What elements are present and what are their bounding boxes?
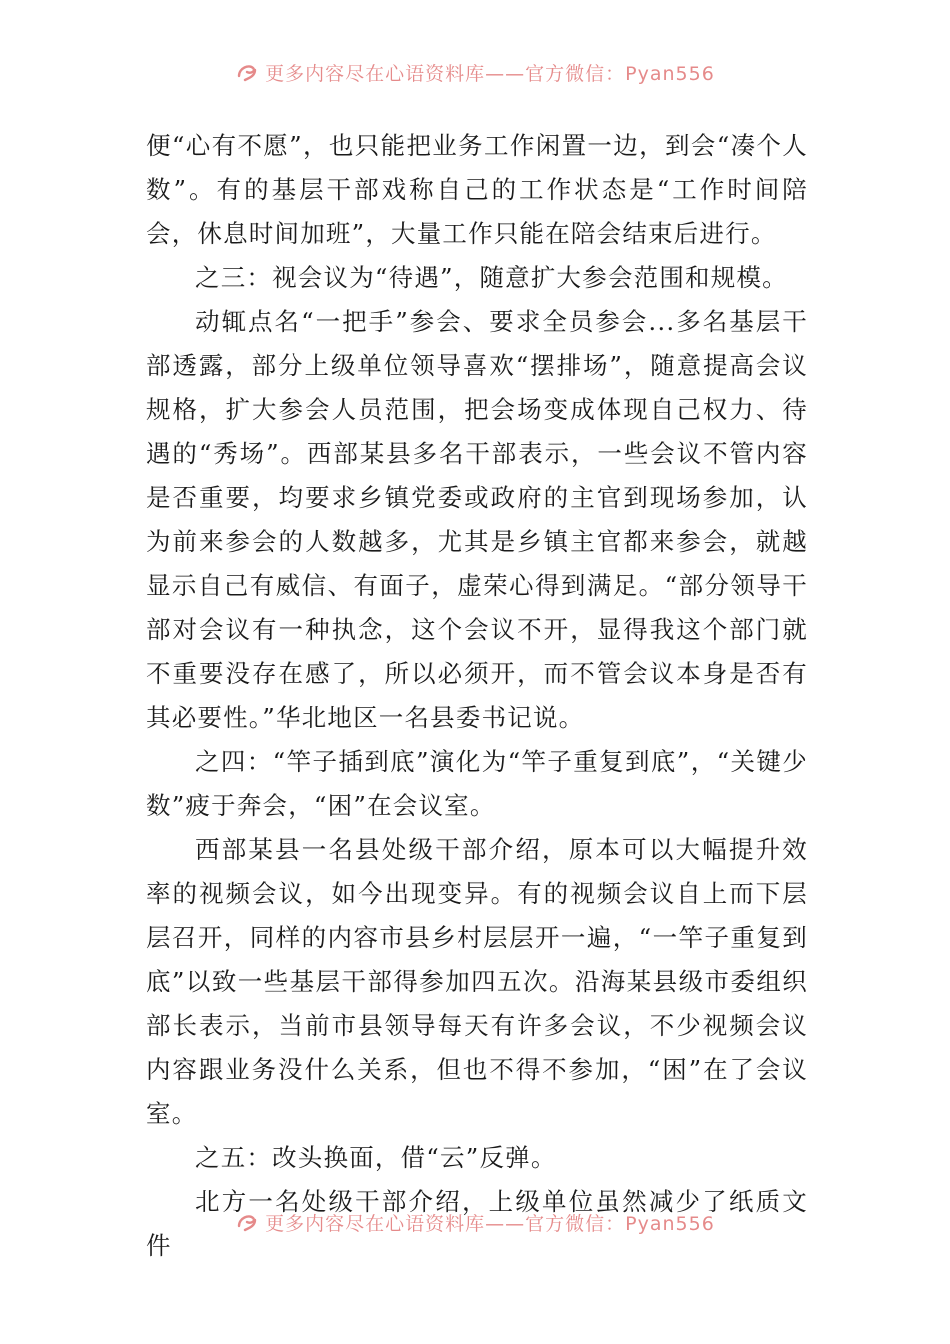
logo-icon: [235, 60, 259, 84]
watermark-text: 更多内容尽在心语资料库——官方微信：Pyan556: [265, 1212, 715, 1235]
paragraph: 动辄点名“一把手”参会、要求全员参会...多名基层干部透露，部分上级单位领导喜欢“摆排场”，随意提高会议规格，扩大参会人员范围，把会场变成体现自己权力、待遇的“秀场”。西部某县多名干部表示，一些会议不管内容是否重要，均要求乡镇党委或政府的主官到现场参加，认为前来参会的人数越多，尤其是乡镇主官都来参会，就越显示自己有威信、有面子，虚荣心得到满足。“部分领导干部对会议有一种执念，这个会议不开，显得我这个部门就不重要没存在感了，所以必须开，而不管会议本身是否有其必要性。”华北地区一名县委书记说。: [146, 307, 808, 732]
paragraph: 之三：视会议为“待遇”，随意扩大参会范围和规模。: [195, 263, 788, 292]
paragraph: 北方一名处级干部介绍，上级单位虽然减少了纸质文件: [146, 1187, 808, 1260]
logo-icon: [235, 1210, 259, 1234]
footer-watermark: [0, 1204, 950, 1240]
paragraph: 之四：“竿子插到底”演化为“竿子重复到底”，“关键少数”疲于奔会，“困”在会议室。: [146, 747, 808, 820]
paragraph: 便“心有不愿”，也只能把业务工作闲置一边，到会“凑个人数”。有的基层干部戏称自己的工作状态是“工作时间陪会，休息时间加班”，大量工作只能在陪会结束后进行。: [146, 131, 808, 248]
header-watermark: [0, 54, 950, 90]
watermark-text: 更多内容尽在心语资料库——官方微信：Pyan556: [265, 62, 715, 85]
paragraph: 之五：改头换面，借“云”反弹。: [195, 1143, 557, 1172]
paragraph: 西部某县一名县处级干部介绍，原本可以大幅提升效率的视频会议，如今出现变异。有的视频会议自上而下层层召开，同样的内容市县乡村层层开一遍，“一竿子重复到底”以致一些基层干部得参加四五次。沿海某县级市委组织部长表示，当前市县领导每天有许多会议，不少视频会议内容跟业务没什么关系，但也不得不参加，“困”在了会议室。: [146, 835, 808, 1128]
document-body: [146, 124, 808, 1268]
